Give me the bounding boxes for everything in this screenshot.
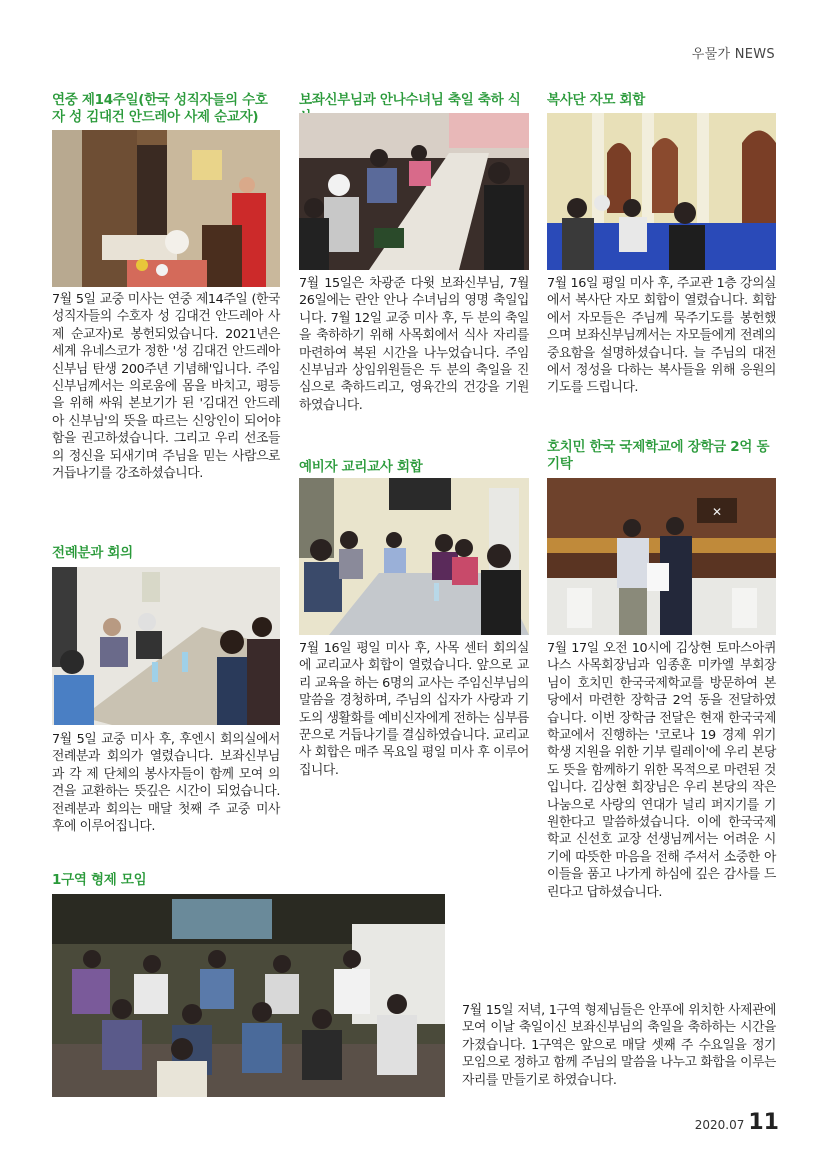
memorial-title: 연중 제14주일(한국 성직자들의 수호자 성 김대건 안드레아 사제 순교자) — [52, 92, 268, 125]
feast-dinner-photo — [299, 113, 529, 270]
brothers-body: 7월 15일 저녁, 1구역 형제님들은 안푸에 위치한 사제관에 모여 이날 축일이신 보좌신부님의 축일을 축하하는 시간을 가졌습니다. 1구역은 앞으로 매달 셋째 주 수요일을 정기 모임으로 정하고 함께 주님의 말씀을 나누고 화합을 이루는 자리를 만들기로 하였습니다. — [462, 1003, 776, 1088]
page-footer — [695, 1110, 779, 1135]
altar-body: 7월 16일 평일 미사 후, 주교관 1층 강의실에서 복사단 자모 회합이 열렸습니다. 회합에서 자모들은 주님께 묵주기도를 봉헌했으며 보좌신부님께서는 자모들에게 전례의 중요함을 설명하셨습니다. 늘 주님의 대전에서 정성을 다하는 복사들을 위해 응원의 기도를 드립니다. — [547, 276, 776, 396]
brothers-title: 1구역 형제 모임 — [52, 872, 147, 888]
scholarship-body: 7월 17일 오전 10시에 김상현 토마스아퀴나스 사목회장님과 임종훈 미카엘 부회장님이 호치민 한국국제학교를 방문하여 본당에서 마련한 장학금 2억 동을 전달하였습니다. 이번 장학금 전달은 현재 한국국제학교에서 진행하는 '코로나 19 경제 위기 학생 지원을 위한 기부 릴레이'에 우리 본당도 뜻을 함께하기 위한 목적으로 마련된 것입니다. 김상현 회장님은 우리 본당의 작은 나눔으로 사랑의 연대가 널리 퍼지기를 기원한다고 말씀하셨습니다. 이에 한국국제학교 신선호 교장 선생님께서는 어려운 시기에 따뜻한 마음을 전해 주셔서 소중한 아이들을 품고 나가게 하심에 깊은 감사를 드린다고 답하셨습니다. — [547, 641, 776, 900]
scholarship-ceremony-photo — [547, 478, 776, 635]
issue-date: 2020.07 — [694, 1118, 745, 1132]
newsletter-header: 우물가 NEWS — [691, 47, 775, 62]
altar-title: 복사단 자모 회합 — [547, 92, 645, 108]
scholarship-title: 호치민 한국 국제학교에 장학금 2억 동 기탁 — [547, 439, 770, 472]
catechist-meeting-photo — [299, 478, 529, 635]
svg-text:✕: ✕ — [711, 505, 723, 519]
page-number: 11 — [748, 1110, 779, 1135]
liturgy-title: 전례분과 회의 — [52, 545, 133, 561]
catechist-title: 예비자 교리교사 회합 — [299, 459, 423, 475]
catechist-body: 7월 16일 평일 미사 후, 사목 센터 회의실에 교리교사 회합이 열렸습니다. 앞으로 교리 교육을 하는 6명의 교사는 주임신부님의 말씀을 경청하며, 주님의 십자가 사랑과 기도의 생활화를 예비신자에게 전하는 심부름꾼으로 거듭나기를 결심하였습니다. 교리교사 회합은 매주 목요일 평일 미사 후 이루어집니다. — [299, 641, 529, 778]
feast-body: 7월 15일은 차광준 다윗 보좌신부님, 7월 26일에는 란안 안나 수녀님의 영명 축일입니다. 7월 12일 교중 미사 후, 두 분의 축일을 축하하기 위해 사목회에서 식사 자리를 마련하여 복된 시간을 나누었습니다. 주임신부님과 상임위원들은 두 분의 축일을 진심으로 축하드리고, 영육간의 건강을 기원하였습니다. — [299, 276, 529, 413]
brothers-group-photo — [52, 894, 445, 1097]
memorial-mass-photo — [52, 130, 280, 287]
memorial-body: 7월 5일 교중 미사는 연중 제14주일 (한국 성직자들의 수호자 성 김대건 안드레아 사제 순교자)로 봉헌되었습니다. 2021년은 세계 유네스코가 정한 '성 김대건 안드레아 신부님 탄생 200주년 기념해'입니다. 주임 신부님께서는 의로움에 몸을 바치고, 평등을 위해 싸워 본보기가 된 '김대건 안드레아 신부님'의 뜻을 따르는 신앙인이 되어야 함을 권고하셨습니다. 그리고 우리 선조들의 정신을 되새기며 주님을 믿는 사람으로 거듭나기를 강조하셨습니다. — [52, 292, 280, 482]
altar-servers-photo — [547, 113, 776, 270]
liturgy-body: 7월 5일 교중 미사 후, 후엔시 회의실에서 전례분과 회의가 열렸습니다. 보좌신부님과 각 제 단체의 봉사자들이 함께 모여 의견을 교환하는 뜻깊은 시간이 되었습니다. 전례분과 회의는 매달 첫째 주 교중 미사 후에 이루어집니다. — [52, 732, 280, 835]
feast-title: 보좌신부님과 안나수녀님 축일 축하 식 — [299, 92, 521, 108]
liturgy-meeting-photo — [52, 567, 280, 725]
